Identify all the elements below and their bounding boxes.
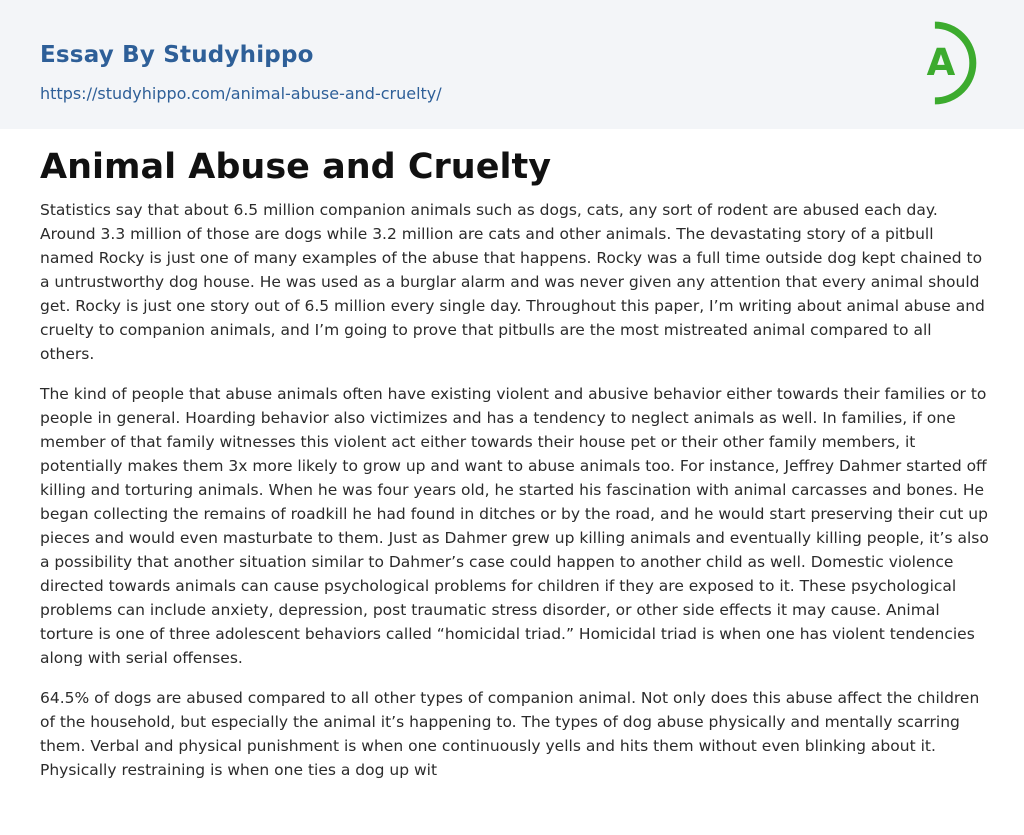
essay-paragraph-2: The kind of people that abuse animals often have existing violent and abusive behavior either towards their families or to people in general. Hoarding behavior also victimizes and has a tendency to neglect animals as well. In families, if one member of that family witnesses this violent act either towards their house pet or their other family members, it potentially makes them 3x more likely to grow up and want to abuse animals too. For instance, Jeffrey Dahmer started off killing and torturing animals. When he was four years old, he started his fascination with animal carcasses and bones. He began collecting the remains of roadkill he had found in ditches or by the road, and he would start preserving their cut up pieces and would even masturbate to them. Just as Dahmer grew up killing animals and eventually killing people, it’s also a possibility that another situation similar to Dahmer’s case could happen to another child as well. Domestic violence directed towards animals can cause psychological problems for children if they are exposed to it. These psychological problems can include anxiety, depression, post traumatic stress disorder, or other side effects it may cause. Animal torture is one of three adolescent behaviors called “homicidal triad.” Homicidal triad is when one has violent tendencies along with serial offenses. — [40, 385, 989, 667]
brand-title: Essay By Studyhippo — [40, 42, 314, 68]
logo-letter: A — [926, 41, 956, 84]
essay-title: Animal Abuse and Cruelty — [40, 147, 552, 187]
essay-paragraph-3: 64.5% of dogs are abused compared to all other types of companion animal. Not only does this abuse affect the children of the household, but especially the animal it’s happening to. The types of dog abuse physically and mentally scarring them. Verbal and physical punishment is when one continuously yells and hits them without even blinking about it. Physically restraining is when one ties a dog up wit — [40, 689, 980, 779]
site-header — [0, 0, 1024, 129]
essay-paragraph-1: Statistics say that about 6.5 million companion animals such as dogs, cats, any sort of rodent are abused each day. Around 3.3 million of those are dogs while 3.2 million are cats and other animals. The devastating story of a pitbull named Rocky is just one of many examples of the abuse that happens. Rocky was a full time outside dog kept chained to a untrustworthy dog house. He was used as a burglar alarm and was never given any attention that every animal should get. Rocky is just one story out of 6.5 million every single day. Throughout this paper, I’m writing about animal abuse and cruelty to companion animals, and I’m going to prove that pitbulls are the most mistreated animal compared to all others. — [40, 201, 985, 363]
essay-content — [40, 144, 990, 798]
essay-url-link[interactable]: https://studyhippo.com/animal-abuse-and-cruelty/ — [40, 84, 442, 103]
studyhippo-logo-icon[interactable] — [912, 18, 988, 108]
